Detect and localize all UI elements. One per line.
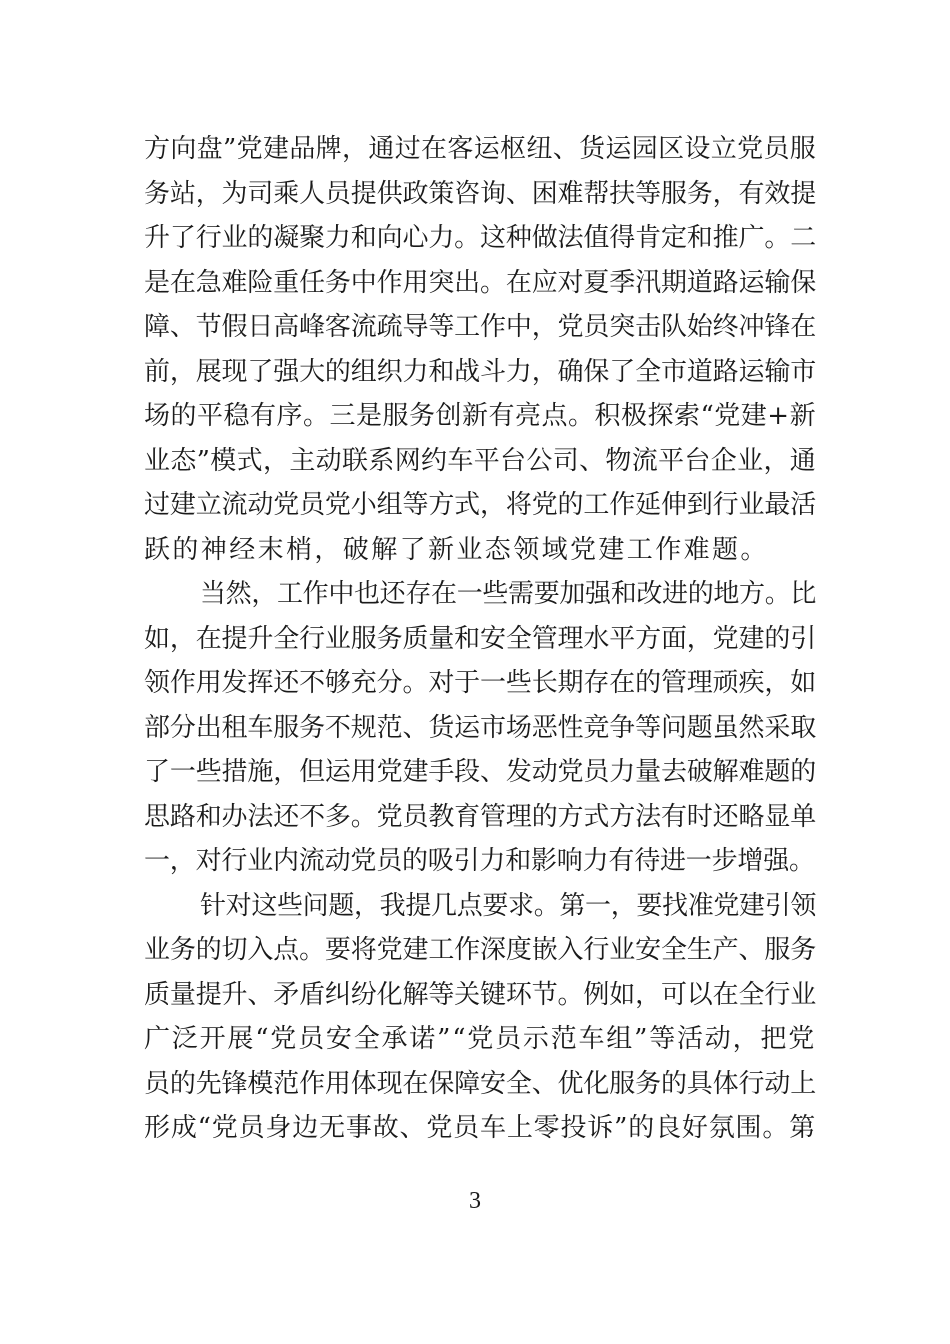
- text-line: 务站，为司乘人员提供政策咨询、困难帮扶等服务，有效提: [144, 178, 816, 209]
- paragraph-requirements: [144, 884, 816, 1151]
- paragraph-continuation: [144, 127, 816, 572]
- document-body: [144, 127, 816, 1151]
- text-line: 过建立流动党员党小组等方式，将党的工作延伸到行业最活: [144, 490, 816, 520]
- text-line: 员的先锋模范作用体现在保障安全、优化服务的具体行动上: [144, 1068, 816, 1099]
- text-line: 形成“党员身边无事故、党员车上零投诉”的良好氛围。第: [144, 1113, 816, 1143]
- text-line: 领作用发挥还不够充分。对于一些长期存在的管理顽疾，如: [144, 668, 816, 698]
- text-line: 质量提升、矛盾纠纷化解等关键环节。例如，可以在全行业: [144, 979, 816, 1010]
- text-line: 障、节假日高峰客流疏导等工作中，党员突击队始终冲锋在: [144, 312, 816, 342]
- text-line: 广泛开展“党员安全承诺”“党员示范车组”等活动，把党: [144, 1024, 816, 1054]
- text-line: 一，对行业内流动党员的吸引力和影响力有待进一步增强。: [144, 846, 815, 876]
- text-line: 了一些措施，但运用党建手段、发动党员力量去破解难题的: [144, 757, 816, 787]
- page-number: 3: [469, 1188, 481, 1214]
- text-line: 升了行业的凝聚力和向心力。这种做法值得肯定和推广。二: [144, 223, 816, 253]
- text-line: 部分出租车服务不规范、货运市场恶性竞争等问题虽然采取: [144, 712, 816, 743]
- text-line: 跃的神经末梢，破解了新业态领域党建工作难题。: [144, 534, 769, 565]
- text-line: 是在急难险重任务中作用突出。在应对夏季汛期道路运输保: [144, 267, 816, 298]
- text-line: 场的平稳有序。三是服务创新有亮点。积极探索“党建+新: [144, 401, 816, 431]
- text-line: 思路和办法还不多。党员教育管理的方式方法有时还略显单: [144, 801, 816, 832]
- text-line: 方向盘”党建品牌，通过在客运枢纽、货运园区设立党员服: [144, 134, 816, 164]
- text-line: 如，在提升全行业服务质量和安全管理水平方面，党建的引: [144, 623, 816, 654]
- text-line: 针对这些问题，我提几点要求。第一，要找准党建引领: [200, 890, 816, 921]
- text-line: 业态”模式，主动联系网约车平台公司、物流平台企业，通: [144, 445, 816, 476]
- text-line: 当然，工作中也还存在一些需要加强和改进的地方。比: [200, 579, 816, 609]
- paragraph-shortcomings: [144, 572, 816, 884]
- text-line: 业务的切入点。要将党建工作深度嵌入行业安全生产、服务: [144, 935, 816, 965]
- text-line: 前，展现了强大的组织力和战斗力，确保了全市道路运输市: [144, 356, 816, 387]
